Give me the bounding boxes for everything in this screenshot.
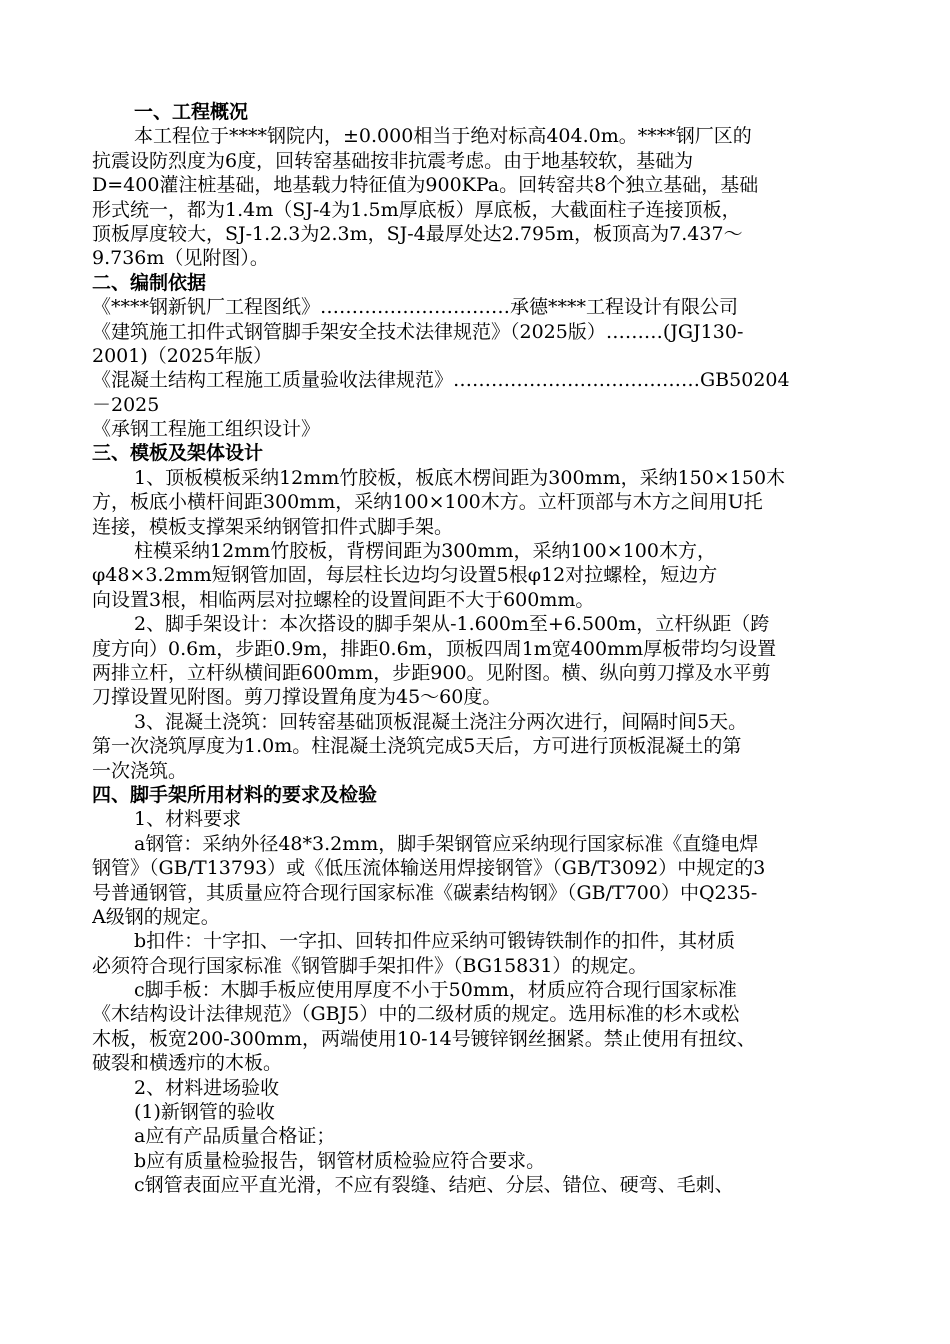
paragraph-line: 刀撑设置见附图。剪刀撑设置角度为45～60度。 — [92, 686, 502, 709]
document-page — [92, 100, 860, 1198]
paragraph-line: 向设置3根，相临两层对拉螺栓的设置间距不大于600mm。 — [92, 588, 595, 611]
paragraph-line: 破裂和横透疖的木板。 — [92, 1052, 283, 1075]
subheading-line: (1)新钢管的验收 — [134, 1101, 275, 1124]
list-item: c钢管表面应平直光滑，不应有裂缝、结疤、分层、错位、硬弯、毛刺、 — [134, 1174, 734, 1197]
paragraph-line: φ48×3.2mm短钢管加固，每层柱长边均匀设置5根φ12对拉螺栓，短边方 — [92, 564, 718, 587]
paragraph-line: 3、混凝土浇筑：回转窑基础顶板混凝土浇注分两次进行，间隔时间5天。 — [134, 710, 748, 733]
section-heading-1: 一、工程概况 — [134, 101, 249, 123]
reference-line: －2025 — [92, 393, 160, 416]
paragraph-line: 一次浇筑。 — [92, 759, 188, 782]
subheading-line: 1、材料要求 — [134, 808, 242, 831]
paragraph-line: b扣件：十字扣、一字扣、回转扣件应采纳可锻铸铁制作的扣件，其材质 — [134, 930, 736, 953]
paragraph-line: 度方向）0.6m，步距0.9m，排距0.6m，顶板四周1m宽400mm厚板带均匀设置 — [92, 637, 777, 660]
paragraph-line: 《木结构设计法律规范》（GBJ5）中的二级材质的规定。选用标准的杉木或松 — [92, 1003, 740, 1026]
paragraph-line: 方，板底小横杆间距300mm，采纳100×100木方。立杆顶部与木方之间用U托 — [92, 491, 763, 514]
paragraph-line: 2、脚手架设计：本次搭设的脚手架从-1.600m至+6.500m，立杆纵距（跨 — [134, 613, 770, 636]
paragraph-line: 柱模采纳12mm竹胶板，背楞间距为300mm，采纳100×100木方， — [134, 540, 716, 563]
subheading-line: 2、材料进场验收 — [134, 1076, 280, 1099]
paragraph-line: c脚手板：木脚手板应使用厚度不小于50mm，材质应符合现行国家标准 — [134, 979, 737, 1002]
paragraph-line: 形式统一，都为1.4m（SJ-4为1.5m厚底板）厚底板，大截面柱子连接顶板， — [92, 198, 741, 221]
section-heading-3: 三、模板及架体设计 — [92, 442, 264, 465]
list-item: b应有质量检验报告，钢管材质检验应符合要求。 — [134, 1149, 546, 1172]
section-heading-4: 四、脚手架所用材料的要求及检验 — [92, 783, 378, 806]
paragraph-line: 本工程位于****钢院内，±0.000相当于绝对标高404.0m。****钢厂区的 — [134, 125, 752, 148]
paragraph-line: 第一次浇筑厚度为1.0m。柱混凝土浇筑完成5天后，方可进行顶板混凝土的第 — [92, 735, 742, 758]
paragraph-line: 木板，板宽200-300mm，两端使用10-14号镀锌钢丝捆紧。禁止使用有扭纹、 — [92, 1027, 756, 1050]
paragraph-line: 必须符合现行国家标准《钢管脚手架扣件》（BG15831）的规定。 — [92, 954, 648, 977]
paragraph-line: 钢管》（GB/T13793）或《低压流体输送用焊接钢管》（GB/T3092）中规定的3 — [92, 857, 766, 880]
list-item: a应有产品质量合格证； — [134, 1125, 336, 1148]
reference-line: 2001)（2025年版） — [92, 344, 273, 367]
paragraph-line: 连接，模板支撑架采纳钢管扣件式脚手架。 — [92, 515, 454, 538]
paragraph-line: 两排立杆，立杆纵横间距600mm，步距900。见附图。横、纵向剪刀撑及水平剪 — [92, 661, 771, 684]
reference-line: 《混凝土结构工程施工质量验收法律规范》…………………………………GB50204 — [92, 369, 790, 392]
paragraph-line: a钢管：采纳外径48*3.2mm，脚手架钢管应采纳现行国家标准《直缝电焊 — [134, 832, 759, 855]
paragraph-line: D=400灌注桩基础，地基载力特征值为900KPa。回转窑共8个独立基础，基础 — [92, 174, 759, 197]
paragraph-line: 抗震设防烈度为6度，回转窑基础按非抗震考虑。由于地基较软，基础为 — [92, 149, 694, 172]
paragraph-line: 1、顶板模板采纳12mm竹胶板，板底木楞间距为300mm，采纳150×150木 — [134, 466, 786, 489]
paragraph-line: A级钢的规定。 — [92, 905, 220, 928]
reference-line: 《承钢工程施工组织设计》 — [92, 418, 321, 441]
paragraph-line: 顶板厚度较大，SJ-1.2.3为2.3m，SJ-4最厚处达2.795m，板顶高为7.437～ — [92, 222, 743, 245]
section-heading-2: 二、编制依据 — [92, 271, 207, 294]
paragraph-line: 号普通钢管，其质量应符合现行国家标准《碳素结构钢》（GB/T700）中Q235- — [92, 881, 758, 904]
paragraph-line: 9.736m（见附图）。 — [92, 247, 269, 270]
reference-line: 《建筑施工扣件式钢管脚手架安全技术法律规范》（2025版）………(JGJ130- — [92, 320, 744, 343]
reference-line: 《****钢新钒厂工程图纸》…………………………承德****工程设计有限公司 — [92, 296, 739, 319]
